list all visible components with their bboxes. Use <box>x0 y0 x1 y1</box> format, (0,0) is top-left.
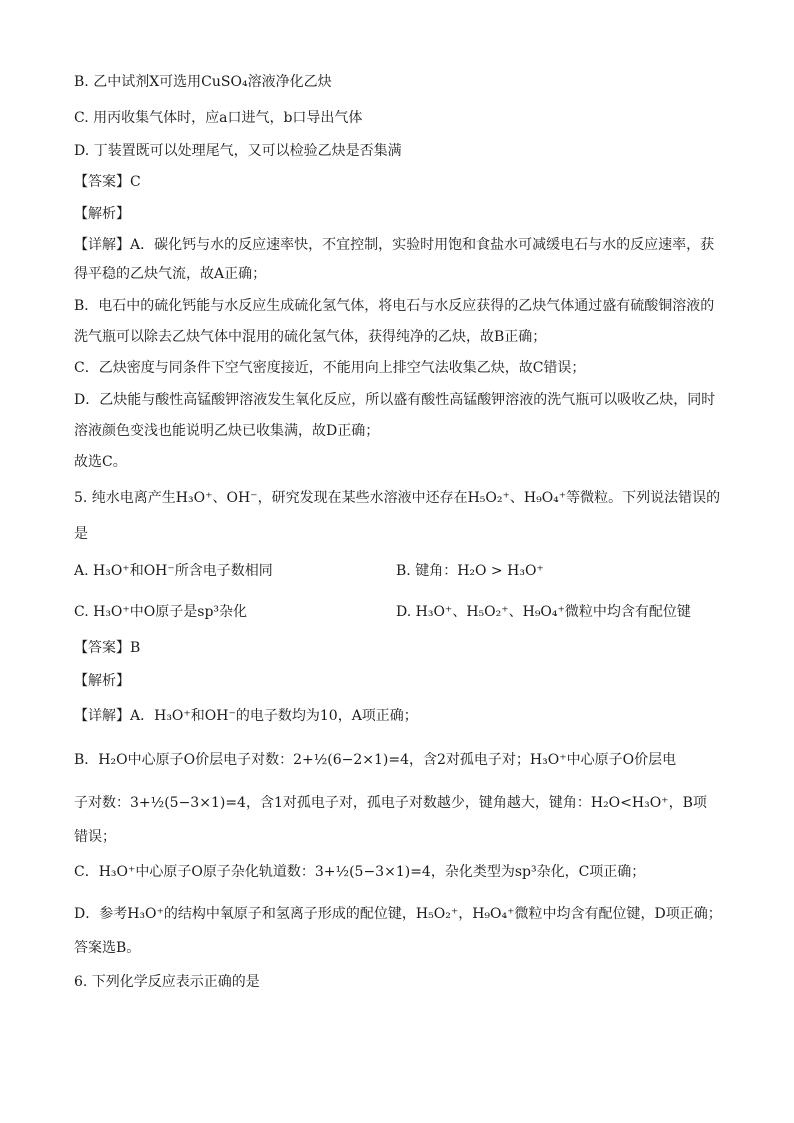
q4-detail-d-line1: D．乙炔能与酸性高锰酸钾溶液发生氧化反应，所以盛有酸性高锰酸钾溶液的洗气瓶可以吸收乙炔，同时 <box>74 392 716 408</box>
q4-option-d: D. 丁装置既可以处理尾气，又可以检验乙炔是否集满 <box>74 143 402 159</box>
q5-option-b: B. 键角：H₂O > H₃O⁺ <box>396 563 544 579</box>
q5-stem-line1: 5. 纯水电离产生H₃O⁺、OH⁻，研究发现在某些水溶液中还存在H₅O₂⁺、H₉O₄⁺等微粒。下列说法错误的 <box>74 490 721 506</box>
q5-conclusion: 答案选B。 <box>74 940 141 956</box>
q4-option-b: B. 乙中试剂X可选用CuSO₄溶液净化乙炔 <box>74 74 332 90</box>
q4-detail-c: C．乙炔密度与同条件下空气密度接近，不能用向上排空气法收集乙炔，故C错误； <box>74 360 586 376</box>
q6-stem: 6. 下列化学反应表示正确的是 <box>74 974 260 990</box>
q4-detail-a-line1: 【详解】A．碳化钙与水的反应速率快，不宜控制，实验时用饱和食盐水可减缓电石与水的反应速率，获 <box>74 237 715 253</box>
q5-detail-a: 【详解】A．H₃O⁺和OH⁻的电子数均为10，A项正确； <box>74 708 418 724</box>
q5-detail-d: D．参考H₃O⁺的结构中氧原子和氢离子形成的配位键，H₅O₂⁺，H₉O₄⁺微粒中均含有配位键，D项正确； <box>74 906 722 922</box>
q4-detail-a-line2: 得平稳的乙炔气流，故A正确； <box>74 266 267 282</box>
q4-detail-b-line2: 洗气瓶可以除去乙炔气体中混用的硫化氢气体，获得纯净的乙炔，故B正确； <box>74 329 547 345</box>
q5-answer: 【答案】B <box>74 640 141 656</box>
q5-detail-b-line1: B．H₂O中心原子O价层电子对数：2+½(6−2×1)=4，含2对孤电子对；H₃O⁺中心原子O价层电 <box>74 752 677 768</box>
q5-detail-b-line2: 子对数：3+½(5−3×1)=4，含1对孤电子对，孤电子对数越少，键角越大，键角：H₂O<H₃O⁺，B项 <box>74 795 707 811</box>
q4-answer: 【答案】C <box>74 174 141 190</box>
q5-option-c: C. H₃O⁺中O原子是sp³杂化 <box>74 604 248 620</box>
q4-analysis-label: 【解析】 <box>74 206 130 222</box>
q5-detail-c: C．H₃O⁺中心原子O原子杂化轨道数：3+½(5−3×1)=4，杂化类型为sp³杂化，C项正确； <box>74 864 646 880</box>
q4-option-c: C. 用丙收集气体时，应a口进气，b口导出气体 <box>74 110 363 126</box>
q5-stem-line2: 是 <box>74 526 88 542</box>
q5-option-d: D. H₃O⁺、H₅O₂⁺、H₉O₄⁺微粒中均含有配位键 <box>396 604 691 620</box>
q4-detail-b-line1: B．电石中的硫化钙能与水反应生成硫化氢气体，将电石与水反应获得的乙炔气体通过盛有硫酸铜溶液的 <box>74 298 715 314</box>
q4-detail-d-line2: 溶液颜色变浅也能说明乙炔已收集满，故D正确； <box>74 423 380 439</box>
q4-conclusion: 故选C。 <box>74 454 127 470</box>
q5-detail-b-line3: 错误； <box>74 829 116 845</box>
q5-option-a: A. H₃O⁺和OH⁻所含电子数相同 <box>74 563 273 579</box>
q5-analysis-label: 【解析】 <box>74 673 130 689</box>
